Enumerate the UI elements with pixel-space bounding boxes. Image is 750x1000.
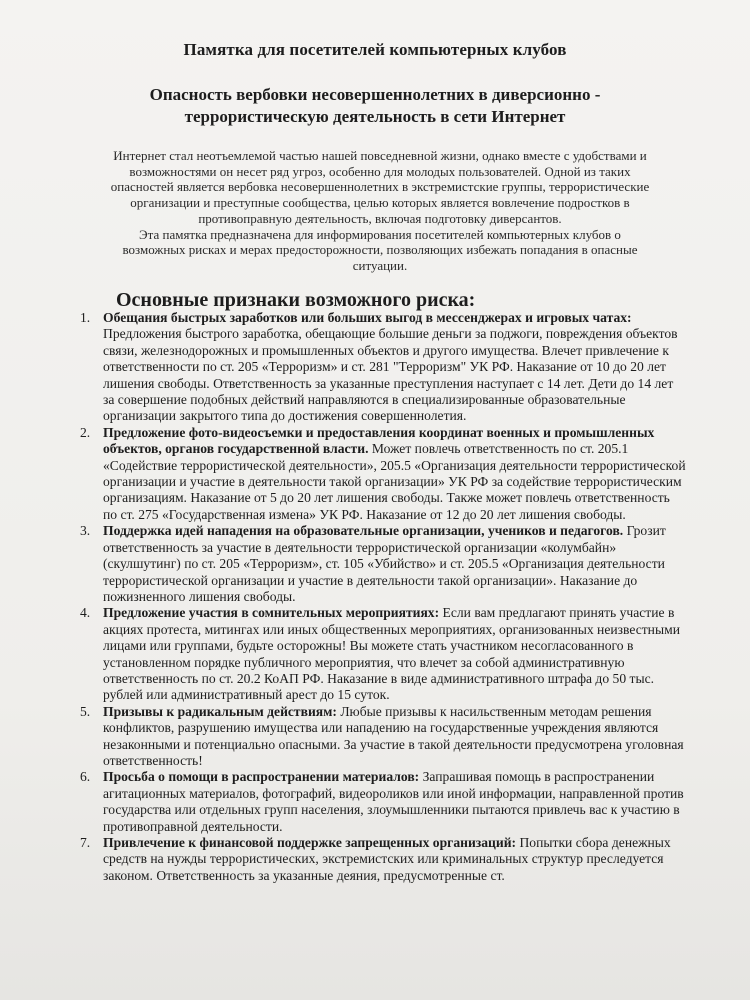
item-lead: Привлечение к финансовой поддержке запрещенных организаций: — [103, 835, 520, 850]
item-text: Предложения быстрого заработка, обещающие большие деньги за поджоги, повреждения объектов связи, железнодорожных и промышленных объектов и другого имущества. Влечет привлечение к ответственности по ст. 205 «Терроризм» и ст. 281 "Терроризм" УК РФ. Наказание от 10 до 20 лет лишения свободы. Ответственность за указанные преступления наступает с 14 лет. Дети до 14 лет за совершение подобных действий направляются в специализированные образовательные организации закрытого типа до достижения совершеннолетия. — [103, 326, 678, 424]
item-text: Запрашивая помощь в распространении агитационных материалов, фотографий, видеороликов или иной информации, направленной против государства или отдельных групп населения, злоумышленники пытаются привлечь вас к участию в противоправной деятельности. — [103, 769, 684, 834]
item-number: 5. — [80, 703, 91, 719]
document-subtitle — [0, 84, 750, 128]
list-item — [74, 605, 686, 703]
item-text: Любые призывы к насильственным методам решения конфликтов, разрушению имущества или нападению на государственные учреждения являются незаконными и потенциально опасными. За участие в такой деятельности предусмотрена уголовная ответственность! — [103, 703, 684, 768]
intro-paragraph-1: Интернет стал неотъемлемой частью нашей повседневной жизни, однако вместе с удобствами и возможностями он несет ряд угроз, особенно для молодых пользователей. Одной из таких опасностей является вербовка несовершеннолетних в экстремистские группы, террористические организации и преступные сообщества, целью которых является вовлечение подростков в противоправную деятельность, включая подготовку диверсантов. — [110, 148, 650, 226]
item-lead: Предложение фото-видеосъемки и предоставления координат военных и промышленных объектов, органов государственной власти. — [103, 424, 655, 457]
item-text: Если вам предлагают принять участие в акциях протеста, митингах или иных общественных мероприятиях, организованных неизвестными лицами или группами, будьте осторожны! Вы можете стать участником несогласованного в установленном порядке публичного мероприятия, что влечет за собой административную ответственность по ст. 20.2 КоАП РФ. Наказание в виде административного штрафа до 50 тыс. рублей или административный арест до 15 суток. — [103, 605, 680, 703]
list-item — [74, 425, 686, 523]
item-number: 4. — [80, 605, 91, 621]
subtitle-line-1: Опасность вербовки несовершеннолетних в диверсионно - — [149, 85, 601, 104]
list-item — [74, 835, 686, 884]
item-lead: Предложение участия в сомнительных мероприятиях: — [103, 605, 443, 621]
item-number: 3. — [80, 523, 91, 539]
item-text: Грозит ответственность за участие в деятельности террористической организации «колумбайн» (скулшутинг) по ст. 205 «Терроризм», ст. 105 «Убийство» и ст. 205.5 «Организация деятельности террористической организации и участие в деятельности такой организации». Наказание до пожизненного лишения свободы. — [103, 523, 666, 604]
section-heading: Основные признаки возможного риска: — [116, 289, 476, 311]
intro-text — [110, 148, 650, 274]
document-title: Памятка для посетителей компьютерных клубов — [183, 40, 567, 59]
item-number: 1. — [80, 310, 91, 325]
risk-list — [74, 310, 686, 884]
item-number: 2. — [80, 424, 91, 440]
list-item — [74, 704, 686, 770]
item-lead: Обещания быстрых заработков или больших выгод в мессенджерах и игровых чатах: — [103, 310, 632, 325]
item-text: Попытки сбора денежных средств на нужды террористических, экстремистских или криминальных структур преследуется законом. Ответственность за указанные деяния, предусмотренные ст. — [103, 835, 671, 883]
item-text: Может повлечь ответственность по ст. 205.1 «Содействие террористической деятельности», 205.5 «Организация деятельности террористической организации и участие в деятельности такой организации» УК РФ за содействие террористическим организациям. Наказание от 5 до 20 лет лишения свободы. Также может повлечь ответственность по ст. 275 «Государственная измена» УК РФ. Наказание от 12 до 20 лет лишения свободы. — [103, 441, 686, 522]
intro-paragraph-2: Эта памятка предназначена для информирования посетителей компьютерных клубов о возможных рисках и мерах предосторожности, позволяющих избежать попадания в опасные ситуации. — [122, 226, 638, 273]
list-item — [74, 769, 686, 835]
item-number: 7. — [80, 835, 91, 850]
subtitle-line-2: террористическую деятельность в сети Интернет — [184, 107, 566, 126]
list-item — [74, 523, 686, 605]
item-lead: Просьба о помощи в распространении материалов: — [103, 769, 423, 785]
list-item — [74, 310, 686, 425]
item-lead: Поддержка идей нападения на образовательные организации, учеников и педагогов. — [103, 523, 627, 539]
item-lead: Призывы к радикальным действиям: — [103, 703, 341, 719]
item-number: 6. — [80, 769, 91, 785]
